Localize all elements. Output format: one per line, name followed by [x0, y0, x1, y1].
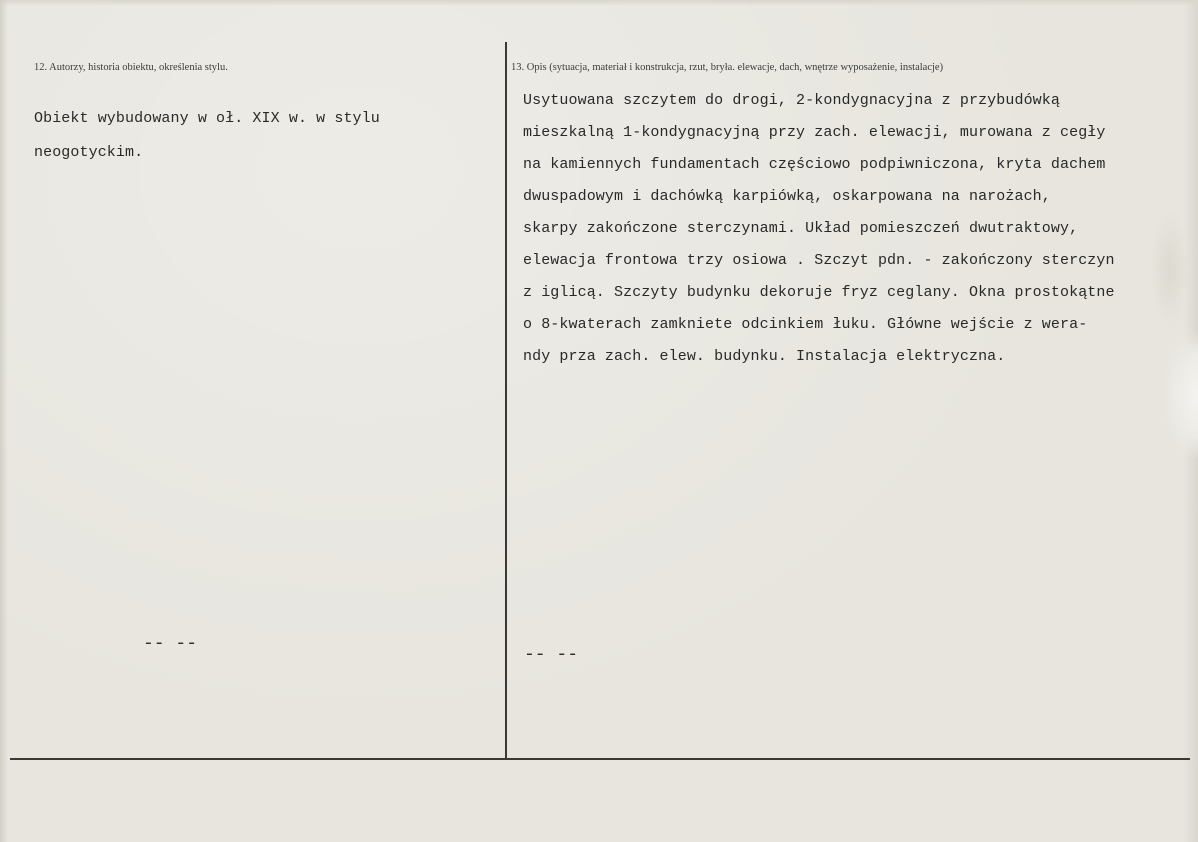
section-12-end-mark: -- --: [143, 634, 198, 654]
section-13-text: [523, 85, 1115, 373]
section-13-label: 13. Opis (sytuacja, materiał i konstrukcja, rzut, bryła. elewacje, dach, wnętrze wyposażenie, instalacje): [511, 62, 944, 73]
paper-edge-left: [0, 0, 8, 842]
paper-edge-top: [0, 0, 1198, 6]
text-line: ndy prza zach. elew. budynku. Instalacja elektryczna.: [523, 348, 1006, 365]
text-line: elewacja frontowa trzy osiowa . Szczyt pdn. - zakończony sterczyn: [523, 252, 1115, 269]
text-line: dwuspadowym i dachówką karpiówką, oskarpowana na narożach,: [523, 188, 1051, 205]
text-line: Usytuowana szczytem do drogi, 2-kondygnacyjna z przybudówką: [523, 92, 1060, 109]
paper-tear: [1162, 330, 1198, 460]
paper-stain: [1150, 210, 1190, 330]
text-line: mieszkalną 1-kondygnacyjną przy zach. elewacji, murowana z cegły: [523, 124, 1106, 141]
section-12-label: 12. Autorzy, historia obiektu, określenia stylu.: [34, 62, 228, 73]
text-line: Obiekt wybudowany w oł. XIX w. w stylu: [34, 110, 380, 127]
text-line: na kamiennych fundamentach częściowo podpiwniczona, kryta dachem: [523, 156, 1106, 173]
text-line: z iglicą. Szczyty budynku dekoruje fryz ceglany. Okna prostokątne: [523, 284, 1115, 301]
text-line: o 8-kwaterach zamkniete odcinkiem łuku. Główne wejście z wera-: [523, 316, 1088, 333]
section-13-end-mark: -- --: [524, 645, 579, 665]
section-12-text: [34, 102, 380, 170]
column-divider: [505, 42, 507, 760]
text-line: skarpy zakończone sterczynami. Układ pomieszczeń dwutraktowy,: [523, 220, 1079, 237]
text-line: neogotyckim.: [34, 144, 144, 161]
bottom-rule: [10, 758, 1190, 760]
